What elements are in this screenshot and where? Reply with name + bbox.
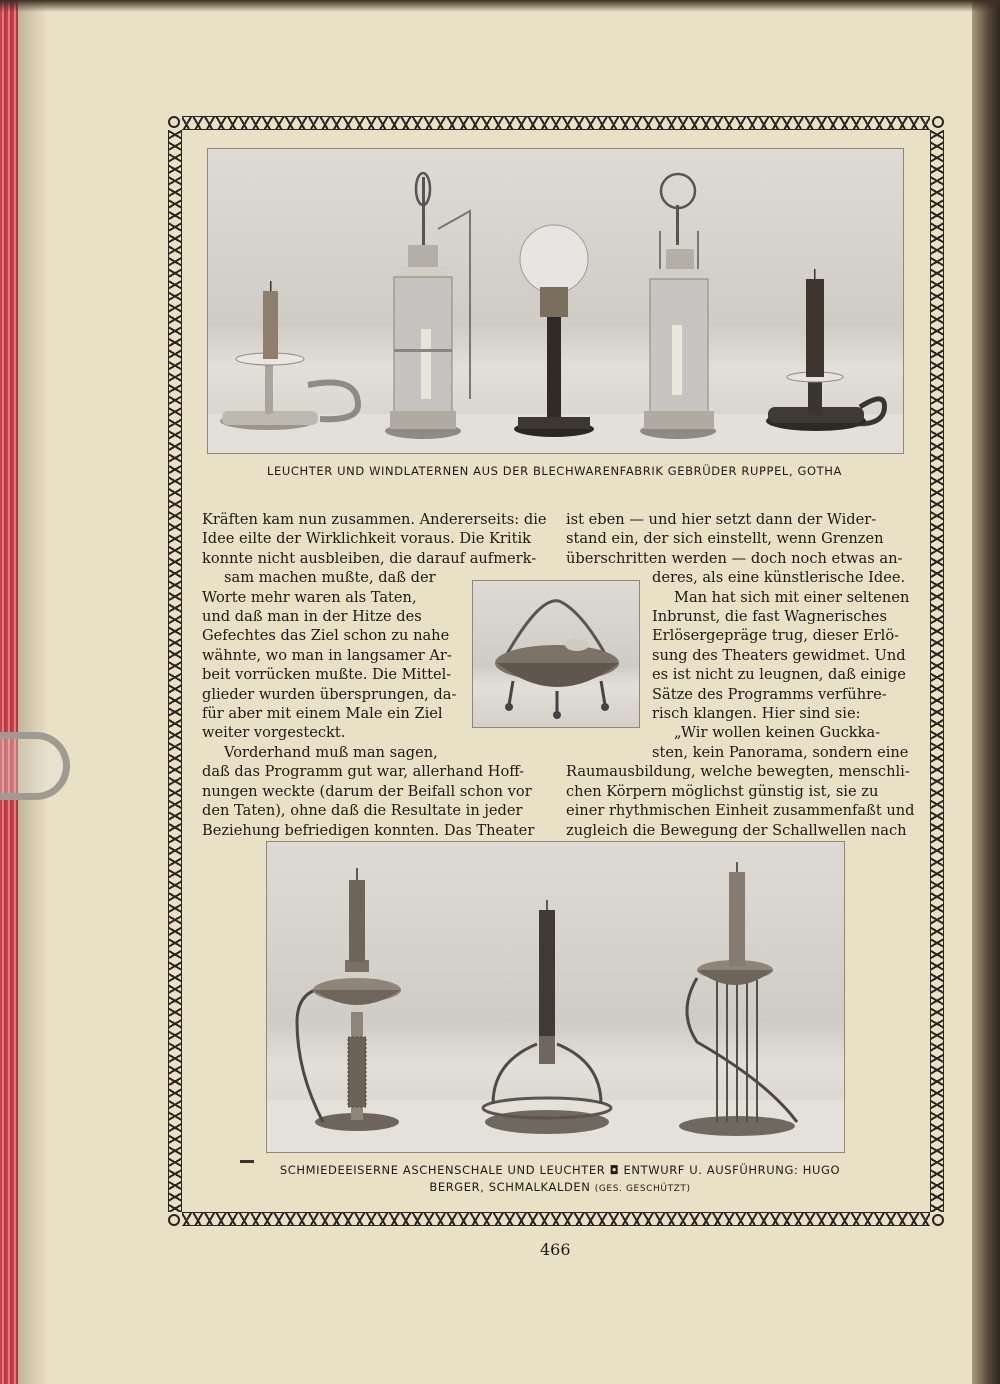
- frame-corner-ornament: [932, 116, 944, 128]
- text-line: Gefechtes das Ziel schon zu nahe: [202, 627, 450, 645]
- paper-clip: [0, 732, 70, 800]
- text-line: stand ein, der sich einstellt, wenn Grenzen: [566, 530, 884, 548]
- text-line: Erlösergepräge trug, dieser Erlö-: [652, 627, 900, 645]
- text-line: beit vorrücken mußte. Die Mittel-: [202, 666, 452, 684]
- page-number: 466: [540, 1240, 571, 1259]
- frame-border-right: [930, 130, 944, 1212]
- text-line: zugleich die Bewegung der Schallwellen nach: [566, 821, 907, 839]
- caption-bottom-line-1: SCHMIEDEEISERNE ASCHENSCHALE UND LEUCHTER ◘ ENTWURF U. AUSFÜHRUNG: HUGO: [279, 1163, 841, 1177]
- text-line: ist eben — und hier setzt dann der Wider-: [566, 511, 877, 528]
- text-line: „Wir wollen keinen Guckka-: [674, 724, 881, 742]
- text-line: sung des Theaters gewidmet. Und: [652, 646, 906, 664]
- text-line: sten, kein Panorama, sondern eine: [652, 743, 909, 761]
- lantern-tall: [385, 173, 470, 439]
- text-line: daß das Programm gut war, allerhand Hoff-: [202, 763, 525, 781]
- top-edge-shadow: [0, 0, 1000, 12]
- text-line: wähnte, wo man in langsamer Ar-: [202, 646, 452, 664]
- text-line: Kräften kam nun zusammen. Andererseits: die: [202, 511, 547, 528]
- chamberstick-right: [766, 269, 885, 431]
- candlestick-right: [679, 862, 797, 1136]
- caption-bottom: [250, 1162, 870, 1198]
- caption-top: LEUCHTER UND WINDLATERNEN AUS DER BLECHWARENFABRIK GEBRÜDER RUPPEL, GOTHA: [267, 464, 842, 478]
- text-line: glieder wurden übersprungen, da-: [202, 685, 457, 703]
- text-line: nungen weckte (darum der Beifall schon vor: [202, 782, 532, 800]
- text-column-right: [566, 510, 916, 840]
- book-binding-edge: [972, 0, 1000, 1384]
- caption-bottom-protected: (GES. GESCHÜTZT): [594, 1184, 691, 1194]
- red-page-edges: [0, 0, 18, 1384]
- text-line: für aber mit einem Male ein Ziel: [202, 705, 443, 723]
- chamberstick-left: [220, 281, 358, 430]
- frame-border-left: [168, 130, 182, 1212]
- text-line: und daß man in der Hitze des: [202, 608, 422, 626]
- text-line: risch klangen. Hier sind sie:: [652, 705, 861, 723]
- text-line: weiter vorgesteckt.: [202, 724, 346, 742]
- text-line: sam machen mußte, daß der: [224, 569, 436, 587]
- frame-border-top: [182, 116, 930, 130]
- text-line: Vorderhand muß man sagen,: [224, 743, 438, 761]
- text-line: es ist nicht zu leugnen, daß einige: [652, 666, 906, 684]
- caption-bottom-line-2: [250, 1179, 870, 1198]
- frame-border-bottom: [182, 1212, 930, 1226]
- candlestick-left: [297, 868, 401, 1131]
- text-line: den Taten), ohne daß die Resultate in jeder: [202, 802, 523, 820]
- text-line: Sätze des Programms verführe-: [652, 685, 887, 703]
- photo-wrought-iron-candlesticks: [266, 841, 845, 1153]
- photo-candlesticks-lanterns: [207, 148, 904, 454]
- oil-lamp-globe: [514, 225, 594, 437]
- text-line: einer rhythmischen Einheit zusammenfaßt und: [566, 802, 915, 820]
- text-line: überschritten werden — doch noch etwas an-: [566, 549, 903, 567]
- text-line: Raumausbildung, welche bewegten, menschli-: [566, 763, 910, 781]
- frame-corner-ornament: [932, 1214, 944, 1226]
- frame-corner-ornament: [168, 116, 180, 128]
- text-line: Beziehung befriedigen konnten. Das Theater: [202, 821, 535, 839]
- text-line: deres, als eine künstlerische Idee.: [652, 569, 906, 587]
- text-line: Idee eilte der Wirklichkeit voraus. Die Kritik: [202, 530, 531, 548]
- candlestick-center: [483, 900, 611, 1134]
- frame-corner-ornament: [168, 1214, 180, 1226]
- text-column-left: [202, 510, 574, 840]
- text-line: Worte mehr waren als Taten,: [202, 588, 417, 606]
- lantern-square: [640, 174, 716, 439]
- text-line: Inbrunst, die fast Wagnerisches: [652, 608, 887, 626]
- text-line: chen Körpern möglichst günstig ist, sie zu: [566, 782, 879, 800]
- gutter-shadow: [18, 0, 48, 1384]
- text-line: konnte nicht ausbleiben, die darauf aufmerk-: [202, 549, 537, 567]
- text-line: Man hat sich mit einer seltenen: [674, 588, 910, 606]
- caption-bottom-line-2-text: BERGER, SCHMALKALDEN: [429, 1180, 591, 1194]
